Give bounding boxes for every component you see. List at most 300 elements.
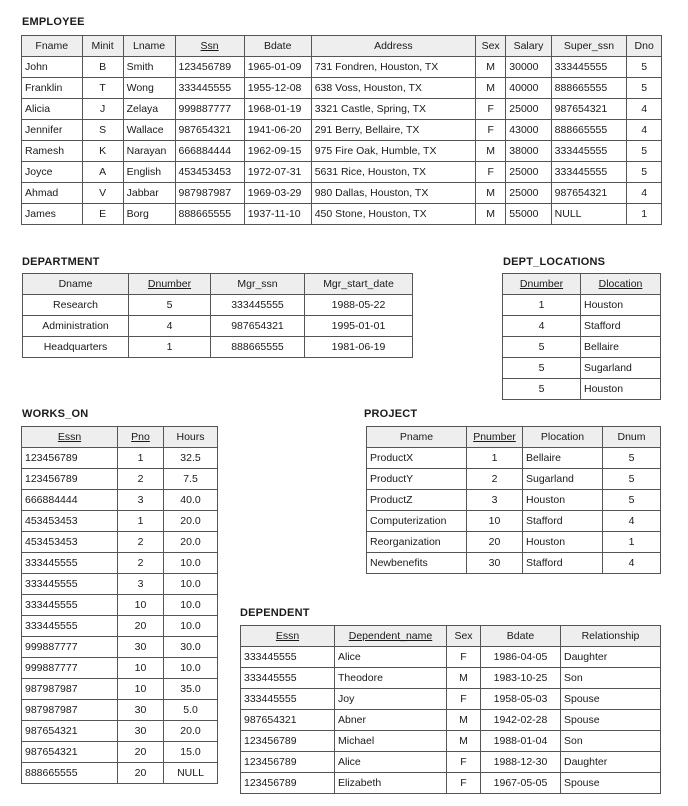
project-cell-plocation: Stafford bbox=[523, 553, 603, 574]
works-on-col-essn: Essn bbox=[22, 427, 118, 448]
employee-cell-bdate: 1965-01-09 bbox=[244, 57, 311, 78]
project-title: PROJECT bbox=[364, 408, 418, 420]
dependent-cell-relationship: Spouse bbox=[561, 773, 661, 794]
dependent-cell-essn: 987654321 bbox=[241, 710, 335, 731]
project-cell-dnum: 1 bbox=[603, 532, 661, 553]
employee-cell-lname: Smith bbox=[123, 57, 175, 78]
department-cell-dname: Research bbox=[23, 295, 129, 316]
project-cell-pnumber: 20 bbox=[467, 532, 523, 553]
employee-col-sex: Sex bbox=[476, 36, 506, 57]
employee-col-bdate: Bdate bbox=[244, 36, 311, 57]
project-header-row bbox=[367, 427, 661, 448]
employee-title: EMPLOYEE bbox=[22, 16, 85, 28]
employee-cell-ssn: 453453453 bbox=[175, 162, 244, 183]
employee-cell-dno: 4 bbox=[627, 183, 662, 204]
employee-col-address: Address bbox=[311, 36, 475, 57]
works-on-row bbox=[22, 679, 218, 700]
dependent-header-row bbox=[241, 626, 661, 647]
dependent-cell-bdate: 1942-02-28 bbox=[481, 710, 561, 731]
works-on-row bbox=[22, 637, 218, 658]
employee-cell-bdate: 1968-01-19 bbox=[244, 99, 311, 120]
project-cell-plocation: Houston bbox=[523, 532, 603, 553]
project-cell-pnumber: 30 bbox=[467, 553, 523, 574]
works-on-cell-hours: 10.0 bbox=[164, 553, 218, 574]
employee-cell-fname: James bbox=[22, 204, 83, 225]
department-title: DEPARTMENT bbox=[22, 256, 100, 268]
project-col-dnum: Dnum bbox=[603, 427, 661, 448]
dependent-title: DEPENDENT bbox=[240, 607, 310, 619]
project-table bbox=[366, 426, 661, 574]
employee-row bbox=[22, 183, 662, 204]
employee-cell-minit: B bbox=[82, 57, 123, 78]
dependent-cell-essn: 333445555 bbox=[241, 647, 335, 668]
department-col-dnumber: Dnumber bbox=[129, 274, 211, 295]
department-col-mgr-ssn: Mgr_ssn bbox=[211, 274, 305, 295]
project-cell-pname: Computerization bbox=[367, 511, 467, 532]
dependent-row bbox=[241, 752, 661, 773]
employee-cell-super-ssn: NULL bbox=[551, 204, 627, 225]
department-cell-dname: Headquarters bbox=[23, 337, 129, 358]
employee-cell-address: 291 Berry, Bellaire, TX bbox=[311, 120, 475, 141]
project-cell-pname: ProductX bbox=[367, 448, 467, 469]
works-on-cell-hours: 5.0 bbox=[164, 700, 218, 721]
works-on-cell-essn: 333445555 bbox=[22, 553, 118, 574]
employee-cell-lname: Borg bbox=[123, 204, 175, 225]
project-cell-plocation: Stafford bbox=[523, 511, 603, 532]
employee-col-salary: Salary bbox=[506, 36, 551, 57]
employee-cell-sex: M bbox=[476, 183, 506, 204]
project-row bbox=[367, 469, 661, 490]
works-on-cell-pno: 1 bbox=[118, 511, 164, 532]
employee-cell-minit: J bbox=[82, 99, 123, 120]
department-col-mgr-start-date: Mgr_start_date bbox=[305, 274, 413, 295]
dependent-table bbox=[240, 625, 661, 794]
dependent-cell-sex: M bbox=[447, 668, 481, 689]
works-on-cell-pno: 30 bbox=[118, 721, 164, 742]
dependent-row bbox=[241, 773, 661, 794]
project-cell-pnumber: 10 bbox=[467, 511, 523, 532]
employee-cell-lname: Wong bbox=[123, 78, 175, 99]
employee-cell-super-ssn: 888665555 bbox=[551, 120, 627, 141]
dependent-cell-sex: F bbox=[447, 752, 481, 773]
employee-col-minit: Minit bbox=[82, 36, 123, 57]
works-on-cell-pno: 30 bbox=[118, 637, 164, 658]
employee-row bbox=[22, 204, 662, 225]
employee-row bbox=[22, 120, 662, 141]
project-cell-dnum: 5 bbox=[603, 448, 661, 469]
employee-cell-sex: M bbox=[476, 204, 506, 225]
employee-row bbox=[22, 78, 662, 99]
works-on-cell-hours: 7.5 bbox=[164, 469, 218, 490]
employee-cell-super-ssn: 333445555 bbox=[551, 141, 627, 162]
works-on-cell-hours: 20.0 bbox=[164, 511, 218, 532]
employee-col-ssn: Ssn bbox=[175, 36, 244, 57]
dependent-cell-relationship: Spouse bbox=[561, 710, 661, 731]
works-on-row bbox=[22, 763, 218, 784]
works-on-row bbox=[22, 553, 218, 574]
dependent-col-bdate: Bdate bbox=[481, 626, 561, 647]
dependent-cell-essn: 333445555 bbox=[241, 668, 335, 689]
employee-cell-super-ssn: 333445555 bbox=[551, 57, 627, 78]
employee-cell-ssn: 666884444 bbox=[175, 141, 244, 162]
works-on-cell-hours: 20.0 bbox=[164, 721, 218, 742]
employee-cell-dno: 4 bbox=[627, 99, 662, 120]
works-on-cell-hours: NULL bbox=[164, 763, 218, 784]
project-cell-plocation: Houston bbox=[523, 490, 603, 511]
dependent-cell-bdate: 1988-12-30 bbox=[481, 752, 561, 773]
works-on-cell-essn: 333445555 bbox=[22, 574, 118, 595]
works-on-cell-pno: 20 bbox=[118, 742, 164, 763]
employee-cell-bdate: 1962-09-15 bbox=[244, 141, 311, 162]
dependent-cell-bdate: 1967-05-05 bbox=[481, 773, 561, 794]
dept-locations-cell-dlocation: Bellaire bbox=[581, 337, 661, 358]
employee-cell-address: 5631 Rice, Houston, TX bbox=[311, 162, 475, 183]
works-on-col-pno: Pno bbox=[118, 427, 164, 448]
department-cell-mgr-start-date: 1988-05-22 bbox=[305, 295, 413, 316]
department-cell-dnumber: 5 bbox=[129, 295, 211, 316]
project-cell-dnum: 5 bbox=[603, 469, 661, 490]
dependent-cell-essn: 123456789 bbox=[241, 773, 335, 794]
employee-cell-dno: 5 bbox=[627, 141, 662, 162]
department-cell-dname: Administration bbox=[23, 316, 129, 337]
employee-cell-dno: 5 bbox=[627, 57, 662, 78]
employee-header-row bbox=[22, 36, 662, 57]
works-on-cell-essn: 987654321 bbox=[22, 721, 118, 742]
works-on-row bbox=[22, 574, 218, 595]
dependent-cell-sex: F bbox=[447, 773, 481, 794]
department-row bbox=[23, 295, 413, 316]
employee-cell-salary: 55000 bbox=[506, 204, 551, 225]
works-on-cell-essn: 333445555 bbox=[22, 616, 118, 637]
employee-cell-lname: Jabbar bbox=[123, 183, 175, 204]
dept-locations-cell-dnumber: 1 bbox=[503, 295, 581, 316]
employee-cell-lname: Zelaya bbox=[123, 99, 175, 120]
works-on-cell-pno: 2 bbox=[118, 532, 164, 553]
employee-cell-minit: V bbox=[82, 183, 123, 204]
employee-cell-super-ssn: 333445555 bbox=[551, 162, 627, 183]
dependent-cell-relationship: Son bbox=[561, 668, 661, 689]
employee-cell-address: 450 Stone, Houston, TX bbox=[311, 204, 475, 225]
works-on-row bbox=[22, 721, 218, 742]
employee-cell-fname: Ramesh bbox=[22, 141, 83, 162]
dept-locations-cell-dnumber: 5 bbox=[503, 358, 581, 379]
works-on-cell-essn: 888665555 bbox=[22, 763, 118, 784]
works-on-cell-hours: 10.0 bbox=[164, 595, 218, 616]
employee-cell-super-ssn: 888665555 bbox=[551, 78, 627, 99]
employee-cell-minit: S bbox=[82, 120, 123, 141]
employee-col-lname: Lname bbox=[123, 36, 175, 57]
employee-cell-address: 980 Dallas, Houston, TX bbox=[311, 183, 475, 204]
works-on-row bbox=[22, 742, 218, 763]
dept-locations-col-dlocation: Dlocation bbox=[581, 274, 661, 295]
employee-cell-fname: John bbox=[22, 57, 83, 78]
employee-cell-bdate: 1972-07-31 bbox=[244, 162, 311, 183]
works-on-cell-pno: 3 bbox=[118, 490, 164, 511]
department-col-dname: Dname bbox=[23, 274, 129, 295]
works-on-cell-essn: 999887777 bbox=[22, 637, 118, 658]
works-on-col-hours: Hours bbox=[164, 427, 218, 448]
dependent-cell-bdate: 1986-04-05 bbox=[481, 647, 561, 668]
department-cell-dnumber: 4 bbox=[129, 316, 211, 337]
employee-cell-address: 731 Fondren, Houston, TX bbox=[311, 57, 475, 78]
dependent-col-essn: Essn bbox=[241, 626, 335, 647]
works-on-cell-pno: 10 bbox=[118, 658, 164, 679]
works-on-header-row bbox=[22, 427, 218, 448]
employee-cell-ssn: 987987987 bbox=[175, 183, 244, 204]
dependent-row bbox=[241, 668, 661, 689]
works-on-cell-essn: 453453453 bbox=[22, 511, 118, 532]
dept-locations-cell-dnumber: 4 bbox=[503, 316, 581, 337]
works-on-cell-hours: 20.0 bbox=[164, 532, 218, 553]
employee-cell-fname: Joyce bbox=[22, 162, 83, 183]
employee-cell-salary: 43000 bbox=[506, 120, 551, 141]
works-on-cell-hours: 10.0 bbox=[164, 616, 218, 637]
employee-cell-ssn: 333445555 bbox=[175, 78, 244, 99]
employee-col-fname: Fname bbox=[22, 36, 83, 57]
employee-cell-salary: 25000 bbox=[506, 162, 551, 183]
dept-locations-cell-dlocation: Sugarland bbox=[581, 358, 661, 379]
employee-cell-lname: Wallace bbox=[123, 120, 175, 141]
dependent-cell-relationship: Son bbox=[561, 731, 661, 752]
project-cell-dnum: 4 bbox=[603, 511, 661, 532]
dependent-cell-essn: 123456789 bbox=[241, 752, 335, 773]
employee-cell-sex: M bbox=[476, 57, 506, 78]
dependent-cell-dependent-name: Abner bbox=[335, 710, 447, 731]
department-row bbox=[23, 337, 413, 358]
works-on-row bbox=[22, 532, 218, 553]
works-on-cell-pno: 2 bbox=[118, 553, 164, 574]
project-cell-pname: ProductY bbox=[367, 469, 467, 490]
works-on-cell-hours: 10.0 bbox=[164, 574, 218, 595]
dept-locations-row bbox=[503, 337, 661, 358]
employee-row bbox=[22, 141, 662, 162]
works-on-cell-hours: 35.0 bbox=[164, 679, 218, 700]
employee-cell-address: 975 Fire Oak, Humble, TX bbox=[311, 141, 475, 162]
department-cell-mgr-start-date: 1995-01-01 bbox=[305, 316, 413, 337]
employee-cell-minit: K bbox=[82, 141, 123, 162]
employee-cell-sex: M bbox=[476, 78, 506, 99]
employee-cell-sex: F bbox=[476, 162, 506, 183]
employee-table bbox=[21, 35, 662, 225]
dept-locations-cell-dlocation: Houston bbox=[581, 295, 661, 316]
employee-row bbox=[22, 57, 662, 78]
dept-locations-col-dnumber: Dnumber bbox=[503, 274, 581, 295]
works-on-cell-pno: 1 bbox=[118, 448, 164, 469]
project-col-pname: Pname bbox=[367, 427, 467, 448]
dependent-cell-sex: M bbox=[447, 731, 481, 752]
works-on-cell-pno: 10 bbox=[118, 595, 164, 616]
dept-locations-cell-dlocation: Houston bbox=[581, 379, 661, 400]
employee-row bbox=[22, 99, 662, 120]
works-on-cell-essn: 987987987 bbox=[22, 679, 118, 700]
project-row bbox=[367, 553, 661, 574]
dept-locations-row bbox=[503, 379, 661, 400]
project-cell-dnum: 5 bbox=[603, 490, 661, 511]
employee-cell-ssn: 987654321 bbox=[175, 120, 244, 141]
employee-cell-salary: 30000 bbox=[506, 57, 551, 78]
works-on-row bbox=[22, 700, 218, 721]
employee-col-super-ssn: Super_ssn bbox=[551, 36, 627, 57]
works-on-cell-essn: 333445555 bbox=[22, 595, 118, 616]
employee-cell-dno: 5 bbox=[627, 162, 662, 183]
dependent-col-relationship: Relationship bbox=[561, 626, 661, 647]
dependent-cell-relationship: Daughter bbox=[561, 647, 661, 668]
project-cell-pnumber: 1 bbox=[467, 448, 523, 469]
project-cell-plocation: Sugarland bbox=[523, 469, 603, 490]
dependent-cell-dependent-name: Joy bbox=[335, 689, 447, 710]
dependent-cell-essn: 123456789 bbox=[241, 731, 335, 752]
department-row bbox=[23, 316, 413, 337]
works-on-cell-essn: 123456789 bbox=[22, 448, 118, 469]
dependent-cell-sex: F bbox=[447, 689, 481, 710]
dependent-cell-relationship: Daughter bbox=[561, 752, 661, 773]
works-on-row bbox=[22, 448, 218, 469]
works-on-row bbox=[22, 616, 218, 637]
employee-cell-dno: 4 bbox=[627, 120, 662, 141]
project-cell-pname: Newbenefits bbox=[367, 553, 467, 574]
dept-locations-row bbox=[503, 358, 661, 379]
department-cell-mgr-ssn: 987654321 bbox=[211, 316, 305, 337]
employee-cell-sex: F bbox=[476, 99, 506, 120]
works-on-cell-pno: 30 bbox=[118, 700, 164, 721]
works-on-cell-essn: 453453453 bbox=[22, 532, 118, 553]
dependent-cell-bdate: 1983-10-25 bbox=[481, 668, 561, 689]
employee-cell-lname: English bbox=[123, 162, 175, 183]
project-col-plocation: Plocation bbox=[523, 427, 603, 448]
works-on-cell-pno: 20 bbox=[118, 616, 164, 637]
dependent-col-sex: Sex bbox=[447, 626, 481, 647]
employee-cell-fname: Jennifer bbox=[22, 120, 83, 141]
employee-col-dno: Dno bbox=[627, 36, 662, 57]
works-on-row bbox=[22, 595, 218, 616]
project-cell-plocation: Bellaire bbox=[523, 448, 603, 469]
works-on-row bbox=[22, 658, 218, 679]
project-row bbox=[367, 511, 661, 532]
dependent-row bbox=[241, 689, 661, 710]
employee-cell-address: 638 Voss, Houston, TX bbox=[311, 78, 475, 99]
dependent-cell-dependent-name: Michael bbox=[335, 731, 447, 752]
project-cell-pnumber: 3 bbox=[467, 490, 523, 511]
employee-cell-salary: 38000 bbox=[506, 141, 551, 162]
employee-cell-ssn: 123456789 bbox=[175, 57, 244, 78]
dept-locations-cell-dlocation: Stafford bbox=[581, 316, 661, 337]
employee-cell-lname: Narayan bbox=[123, 141, 175, 162]
project-row bbox=[367, 532, 661, 553]
employee-cell-sex: M bbox=[476, 141, 506, 162]
dependent-col-dependent-name: Dependent_name bbox=[335, 626, 447, 647]
employee-row bbox=[22, 162, 662, 183]
dept-locations-cell-dnumber: 5 bbox=[503, 379, 581, 400]
works-on-row bbox=[22, 490, 218, 511]
employee-cell-minit: T bbox=[82, 78, 123, 99]
dependent-cell-dependent-name: Theodore bbox=[335, 668, 447, 689]
dependent-cell-bdate: 1988-01-04 bbox=[481, 731, 561, 752]
employee-cell-bdate: 1941-06-20 bbox=[244, 120, 311, 141]
dependent-cell-sex: F bbox=[447, 647, 481, 668]
employee-cell-super-ssn: 987654321 bbox=[551, 183, 627, 204]
dept-locations-header-row bbox=[503, 274, 661, 295]
works-on-cell-essn: 999887777 bbox=[22, 658, 118, 679]
dept-locations-title: DEPT_LOCATIONS bbox=[503, 256, 606, 268]
works-on-cell-hours: 32.5 bbox=[164, 448, 218, 469]
department-cell-mgr-start-date: 1981-06-19 bbox=[305, 337, 413, 358]
employee-cell-dno: 1 bbox=[627, 204, 662, 225]
works-on-cell-essn: 666884444 bbox=[22, 490, 118, 511]
works-on-cell-pno: 20 bbox=[118, 763, 164, 784]
dependent-cell-dependent-name: Elizabeth bbox=[335, 773, 447, 794]
works-on-cell-hours: 30.0 bbox=[164, 637, 218, 658]
employee-cell-fname: Ahmad bbox=[22, 183, 83, 204]
employee-cell-salary: 25000 bbox=[506, 99, 551, 120]
dependent-row bbox=[241, 647, 661, 668]
employee-cell-bdate: 1969-03-29 bbox=[244, 183, 311, 204]
dependent-cell-relationship: Spouse bbox=[561, 689, 661, 710]
dept-locations-row bbox=[503, 316, 661, 337]
dependent-cell-essn: 333445555 bbox=[241, 689, 335, 710]
project-cell-dnum: 4 bbox=[603, 553, 661, 574]
works-on-cell-hours: 10.0 bbox=[164, 658, 218, 679]
works-on-title: WORKS_ON bbox=[22, 408, 89, 420]
works-on-cell-essn: 987987987 bbox=[22, 700, 118, 721]
works-on-cell-hours: 15.0 bbox=[164, 742, 218, 763]
dept-locations-row bbox=[503, 295, 661, 316]
dependent-cell-bdate: 1958-05-03 bbox=[481, 689, 561, 710]
department-cell-mgr-ssn: 888665555 bbox=[211, 337, 305, 358]
works-on-cell-essn: 123456789 bbox=[22, 469, 118, 490]
department-table bbox=[22, 273, 413, 358]
works-on-row bbox=[22, 469, 218, 490]
employee-cell-dno: 5 bbox=[627, 78, 662, 99]
project-cell-pname: ProductZ bbox=[367, 490, 467, 511]
dependent-cell-dependent-name: Alice bbox=[335, 647, 447, 668]
employee-cell-sex: F bbox=[476, 120, 506, 141]
department-cell-mgr-ssn: 333445555 bbox=[211, 295, 305, 316]
works-on-cell-pno: 2 bbox=[118, 469, 164, 490]
dependent-row bbox=[241, 710, 661, 731]
dept-locations-cell-dnumber: 5 bbox=[503, 337, 581, 358]
employee-cell-bdate: 1937-11-10 bbox=[244, 204, 311, 225]
employee-cell-minit: E bbox=[82, 204, 123, 225]
project-col-pnumber: Pnumber bbox=[467, 427, 523, 448]
employee-cell-fname: Franklin bbox=[22, 78, 83, 99]
dept-locations-table bbox=[502, 273, 661, 400]
employee-cell-address: 3321 Castle, Spring, TX bbox=[311, 99, 475, 120]
works-on-cell-pno: 10 bbox=[118, 679, 164, 700]
employee-cell-super-ssn: 987654321 bbox=[551, 99, 627, 120]
project-cell-pname: Reorganization bbox=[367, 532, 467, 553]
employee-cell-fname: Alicia bbox=[22, 99, 83, 120]
works-on-table bbox=[21, 426, 218, 784]
works-on-cell-hours: 40.0 bbox=[164, 490, 218, 511]
works-on-cell-essn: 987654321 bbox=[22, 742, 118, 763]
employee-cell-ssn: 999887777 bbox=[175, 99, 244, 120]
dependent-cell-dependent-name: Alice bbox=[335, 752, 447, 773]
employee-cell-bdate: 1955-12-08 bbox=[244, 78, 311, 99]
works-on-cell-pno: 3 bbox=[118, 574, 164, 595]
employee-cell-salary: 25000 bbox=[506, 183, 551, 204]
department-cell-dnumber: 1 bbox=[129, 337, 211, 358]
employee-cell-ssn: 888665555 bbox=[175, 204, 244, 225]
project-row bbox=[367, 448, 661, 469]
dependent-cell-sex: M bbox=[447, 710, 481, 731]
project-row bbox=[367, 490, 661, 511]
dependent-row bbox=[241, 731, 661, 752]
department-header-row bbox=[23, 274, 413, 295]
project-cell-pnumber: 2 bbox=[467, 469, 523, 490]
works-on-row bbox=[22, 511, 218, 532]
employee-cell-salary: 40000 bbox=[506, 78, 551, 99]
employee-cell-minit: A bbox=[82, 162, 123, 183]
